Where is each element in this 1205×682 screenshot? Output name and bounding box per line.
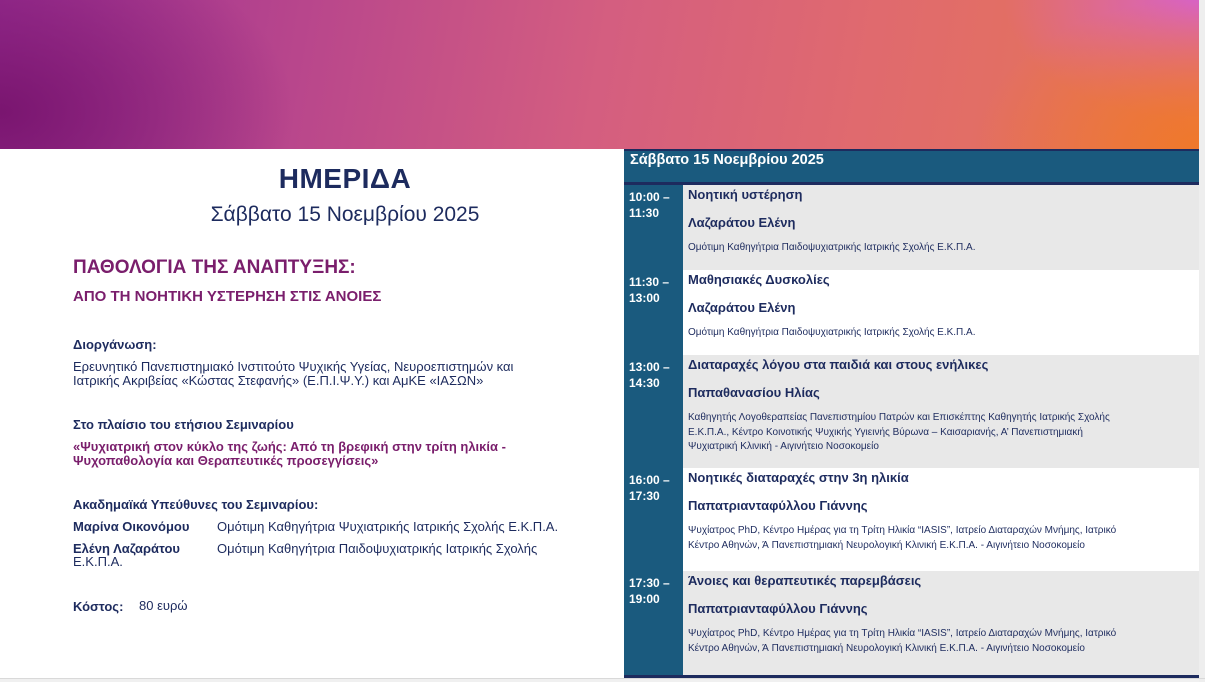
- viewer-bottom-line: [0, 678, 1205, 679]
- session-speaker: Παπατριανταφύλλου Γιάννης: [688, 498, 868, 513]
- seminar-context: Στο πλαίσιο του ετήσιου Σεμιναρίου: [73, 417, 294, 432]
- topic-subtitle: ΑΠΟ ΤΗ ΝΟΗΤΙΚΗ ΥΣΤΕΡΗΣΗ ΣΤΙΣ ΑΝΟΙΕΣ: [73, 288, 382, 305]
- seminar-title-line-2: Ψυχοπαθολογία και Θεραπευτικές προσεγγίσεις»: [73, 453, 379, 468]
- session-speaker: Παπαθανασίου Ηλίας: [688, 385, 820, 400]
- session-time-end: 11:30: [629, 206, 660, 220]
- session-time-start: 16:00 –: [629, 473, 670, 487]
- session-speaker: Παπατριανταφύλλου Γιάννης: [688, 601, 868, 616]
- affiliation-line: Καθηγητής Λογοθεραπείας Πανεπιστημίου Πατρών και Επισκέπτης Καθηγητής Ιατρικής Σχολής: [688, 412, 1110, 423]
- program-row: [624, 468, 1199, 571]
- session-time-end: 13:00: [629, 291, 660, 305]
- cost-value: 80 ευρώ: [139, 598, 188, 613]
- session-time: [624, 571, 683, 675]
- session-title: Άνοιες και θεραπευτικές παρεμβάσεις: [688, 573, 922, 588]
- responsibles-label: Ακαδημαϊκά Υπεύθυνες του Σεμιναρίου:: [73, 497, 319, 512]
- session-time: [624, 468, 683, 571]
- program-row: [624, 355, 1199, 468]
- session-time-end: 17:30: [629, 489, 660, 503]
- program-row: [624, 270, 1199, 355]
- session-title: Μαθησιακές Δυσκολίες: [688, 272, 830, 287]
- affiliation-line: Ψυχίατρος PhD, Κέντρο Ημέρας για τη Τρίτη Ηλικία “IASIS”, Ιατρείο Διαταραχών Μνήμης, Ιατρικό: [688, 628, 1117, 639]
- event-info-column: [0, 149, 624, 678]
- affiliation-line: Κέντρο Αθηνών, Ά Πανεπιστημιακή Νευρολογική Κλινική Ε.Κ.Π.Α. - Αιγινήτειο Νοσοκομείο: [688, 539, 1085, 551]
- topic-title: ΠΑΘΟΛΟΓΙΑ ΤΗΣ ΑΝΑΠΤΥΞΗΣ:: [73, 257, 356, 278]
- session-time-start: 10:00 –: [629, 190, 670, 204]
- session-content: [683, 571, 1199, 675]
- organization-line-2: Ιατρικής Ακριβείας «Κώστας Στεφανής» (Ε.Π.Ι.Ψ.Υ.) και ΑμΚΕ «ΙΑΣΩΝ»: [73, 373, 484, 388]
- affiliation-line: Ομότιμη Καθηγήτρια Παιδοψυχιατρικής Ιατρικής Σχολής Ε.Κ.Π.Α.: [688, 242, 976, 253]
- session-affiliation: [688, 326, 1163, 341]
- responsible-role: Ομότιμη Καθηγήτρια Ψυχιατρικής Ιατρικής Σχολής Ε.Κ.Π.Α.: [217, 519, 559, 534]
- session-content: [683, 468, 1199, 571]
- program-table: [624, 149, 1199, 678]
- session-content: [683, 355, 1199, 468]
- session-time-start: 17:30 –: [629, 576, 670, 590]
- session-time: [624, 185, 683, 270]
- affiliation-line: Ψυχίατρος PhD, Κέντρο Ημέρας για τη Τρίτη Ηλικία “IASIS”, Ιατρείο Διαταραχών Μνήμης, Ιατρικό: [688, 525, 1117, 536]
- session-time-end: 19:00: [629, 592, 660, 606]
- viewer-edge: [1199, 0, 1205, 682]
- affiliation-line: Κέντρο Αθηνών, Ά Πανεπιστημιακή Νευρολογική Κλινική Ε.Κ.Π.Α. - Αιγινήτειο Νοσοκομείο: [688, 642, 1085, 654]
- session-time: [624, 355, 683, 468]
- cost-label: Κόστος:: [73, 599, 124, 614]
- responsible-role-continued: Ε.Κ.Π.Α.: [73, 554, 123, 569]
- session-time-start: 13:00 –: [629, 360, 670, 374]
- responsible-name: Μαρίνα Οικονόμου: [73, 519, 190, 534]
- responsible-role: Ομότιμη Καθηγήτρια Παιδοψυχιατρικής Ιατρικής Σχολής: [217, 541, 538, 556]
- session-affiliation: [688, 524, 1163, 553]
- session-affiliation: [688, 411, 1163, 455]
- seminar-title-line-1: «Ψυχιατρική στον κύκλο της ζωής: Από τη βρεφική στην τρίτη ηλικία -: [73, 439, 506, 454]
- session-title: Νοητική υστέρηση: [688, 187, 803, 202]
- affiliation-line: Ψυχιατρική Κλινική - Αιγινήτειο Νοσοκομείο: [688, 441, 879, 452]
- session-time-end: 14:30: [629, 376, 660, 390]
- program-row: [624, 571, 1199, 675]
- session-title: Διαταραχές λόγου στα παιδιά και στους ενήλικες: [688, 357, 989, 372]
- session-time-start: 11:30 –: [629, 275, 670, 289]
- decorative-banner: [0, 0, 1199, 149]
- program-row: [624, 185, 1199, 270]
- session-affiliation: [688, 627, 1163, 656]
- responsible-name: Ελένη Λαζαράτου: [73, 541, 180, 556]
- organization-line-1: Ερευνητικό Πανεπιστημιακό Ινστιτούτο Ψυχικής Υγείας, Νευροεπιστημών και: [73, 359, 514, 374]
- organization-label: Διοργάνωση:: [73, 337, 157, 352]
- session-content: [683, 270, 1199, 355]
- session-speaker: Λαζαράτου Ελένη: [688, 300, 796, 315]
- session-content: [683, 185, 1199, 270]
- affiliation-line: Ομότιμη Καθηγήτρια Παιδοψυχιατρικής Ιατρικής Σχολής Ε.Κ.Π.Α.: [688, 327, 976, 338]
- session-affiliation: [688, 241, 1163, 256]
- session-speaker: Λαζαράτου Ελένη: [688, 215, 796, 230]
- affiliation-line: Ε.Κ.Π.Α., Κέντρο Κοινοτικής Ψυχικής Υγιεινής Βύρωνα – Καισαριανής, Α’ Πανεπιστημιακή: [688, 426, 1083, 438]
- program-header: Σάββατο 15 Νοεμβρίου 2025: [624, 149, 1199, 185]
- session-time: [624, 270, 683, 355]
- event-date: Σάββατο 15 Νοεμβρίου 2025: [210, 203, 480, 226]
- session-title: Νοητικές διαταραχές στην 3η ηλικία: [688, 470, 909, 485]
- event-title: ΗΜΕΡΙΔΑ: [278, 163, 412, 194]
